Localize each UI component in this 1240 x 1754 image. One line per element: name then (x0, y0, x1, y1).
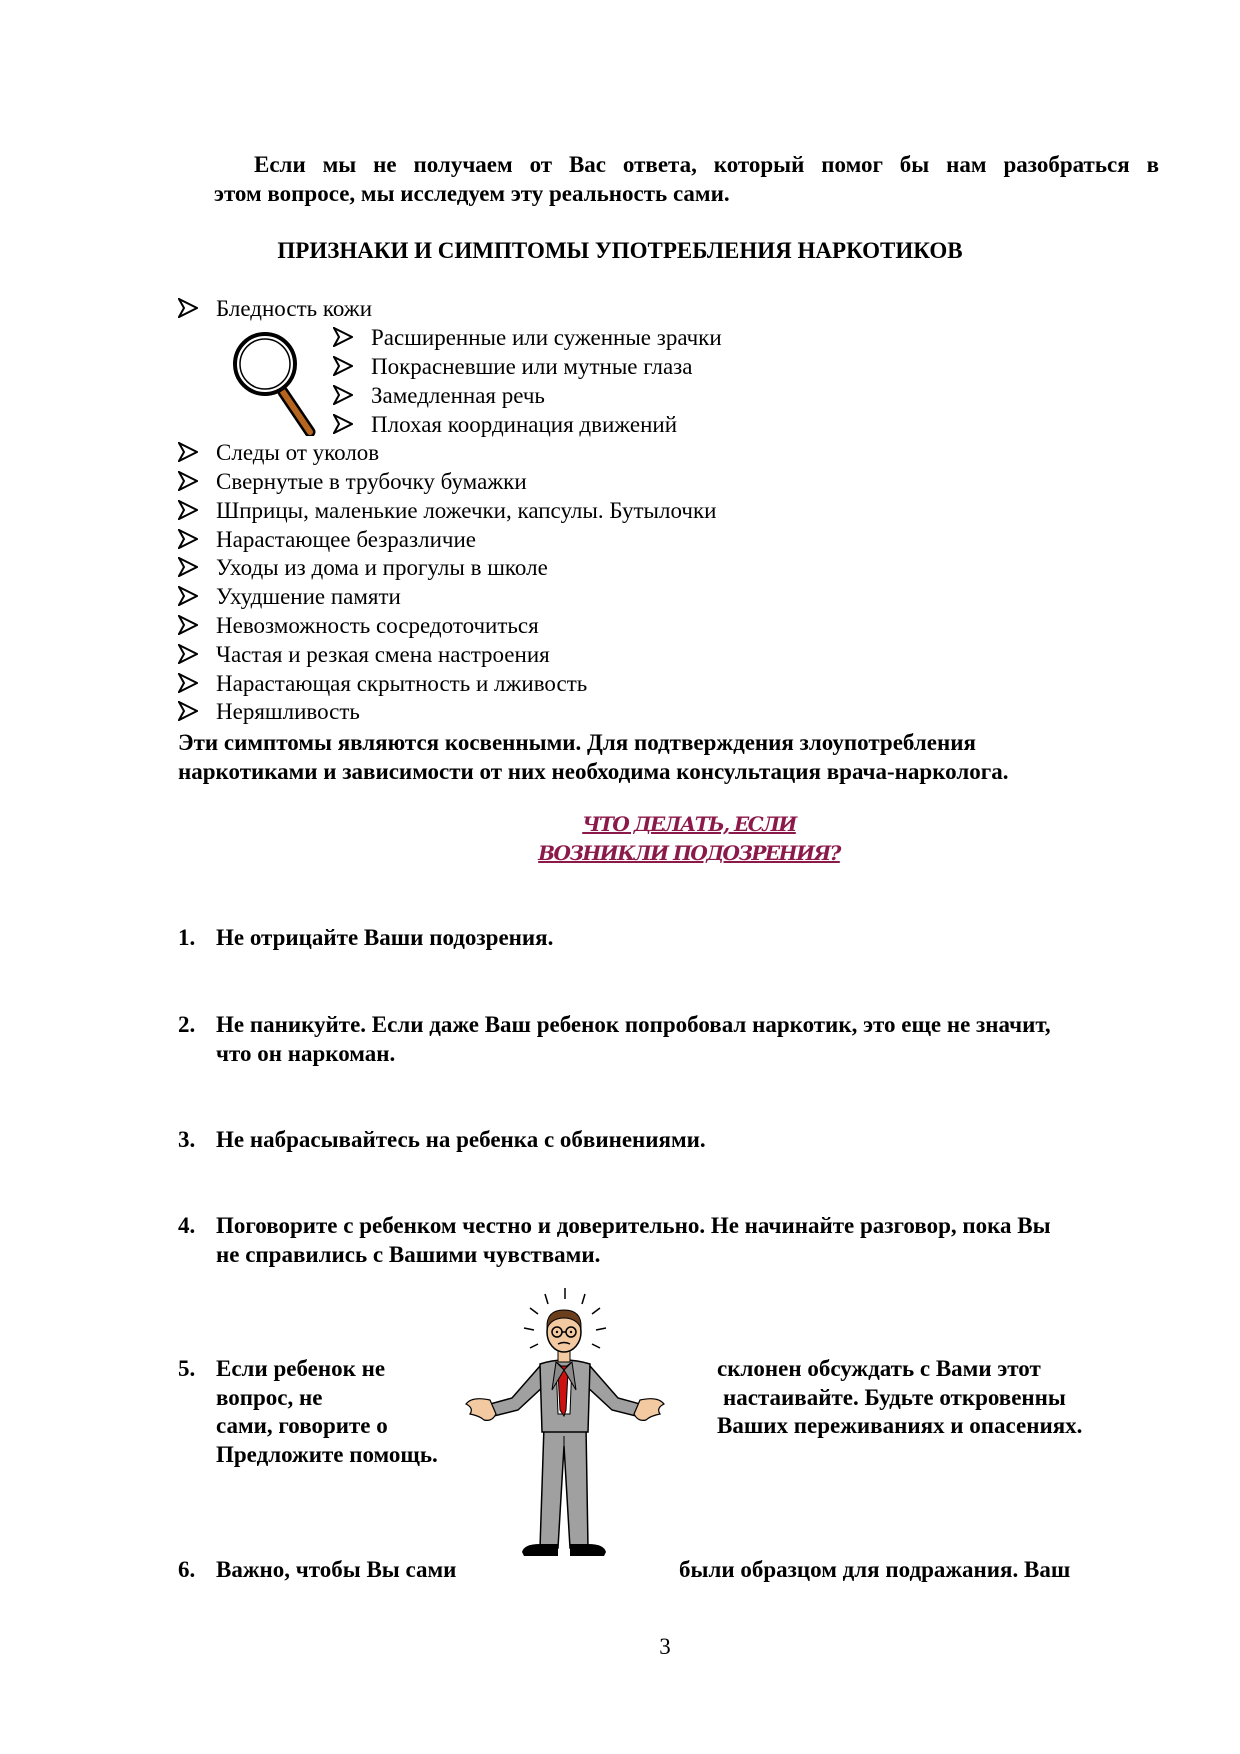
symptom-item: Частая и резкая смена настроения (178, 640, 550, 669)
arrowhead-bullet-icon (178, 673, 198, 693)
arrowhead-bullet-icon (178, 298, 198, 318)
step-5-right-3: Ваших переживаниях и опасениях. (717, 1413, 1083, 1438)
page-number: 3 (659, 1634, 671, 1659)
step-5-left-4: Предложите помощь. (216, 1442, 438, 1467)
subtitle-line-1: ЧТО ДЕЛАТЬ, ЕСЛИ (582, 812, 796, 836)
intro-paragraph (214, 150, 1159, 208)
arrowhead-bullet-icon (333, 327, 353, 347)
warning-paragraph (178, 728, 1008, 786)
arrowhead-bullet-icon (178, 586, 198, 606)
arrowhead-bullet-icon (333, 356, 353, 376)
symptom-item: Расширенные или суженные зрачки (333, 323, 722, 352)
arrowhead-bullet-icon (178, 557, 198, 577)
symptom-item: Нарастающее безразличие (178, 525, 476, 554)
confused-man-icon (460, 1286, 670, 1576)
magnifying-glass-icon (233, 330, 317, 436)
symptom-item: Замедленная речь (333, 381, 545, 410)
symptom-item: Шприцы, маленькие ложечки, капсулы. Бутылочки (178, 496, 716, 525)
arrowhead-bullet-icon (333, 414, 353, 434)
arrowhead-bullet-icon (178, 471, 198, 491)
symptom-item: Покрасневшие или мутные глаза (333, 352, 692, 381)
symptom-item: Неряшливость (178, 697, 360, 726)
arrowhead-bullet-icon (178, 442, 198, 462)
symptom-item: Уходы из дома и прогулы в школе (178, 553, 548, 582)
step-4-continuation: не справились с Вашими чувствами. (216, 1242, 601, 1267)
step-5-left-2: вопрос, не (216, 1385, 323, 1410)
step-6-right: были образцом для подражания. Ваш (679, 1557, 1071, 1582)
warning-line-1: Эти симптомы являются косвенными. Для подтверждения злоупотребления (178, 730, 976, 755)
step-4: 4. Поговорите с ребенком честно и доверительно. Не начинайте разговор, пока Вы (178, 1213, 1051, 1238)
intro-line-2: этом вопросе, мы исследуем эту реальность сами. (214, 181, 730, 206)
step-6: 6. Важно, чтобы Вы сами (178, 1557, 457, 1582)
arrowhead-bullet-icon (178, 644, 198, 664)
step-2: 2. Не паникуйте. Если даже Ваш ребенок попробовал наркотик, это еще не значит, (178, 1012, 1051, 1037)
warning-line-2: наркотиками и зависимости от них необходима консультация врача-нарколога. (178, 759, 1009, 784)
arrowhead-bullet-icon (178, 615, 198, 635)
step-5: 5. Если ребенок не (178, 1356, 386, 1381)
symptom-item: Бледность кожи (178, 294, 372, 323)
arrowhead-bullet-icon (333, 385, 353, 405)
intro-line-1: Если мы не получаем от Вас ответа, который помог бы нам разобраться в (254, 152, 1159, 177)
subtitle-line-2: ВОЗНИКЛИ ПОДОЗРЕНИЯ? (538, 841, 840, 865)
symptom-item: Ухудшение памяти (178, 582, 401, 611)
symptom-item: Свернутые в трубочку бумажки (178, 467, 527, 496)
step-5-left-3: сами, говорите о (216, 1413, 388, 1438)
section-title: ПРИЗНАКИ И СИМПТОМЫ УПОТРЕБЛЕНИЯ НАРКОТИКОВ (277, 238, 963, 263)
arrowhead-bullet-icon (178, 529, 198, 549)
step-3: 3. Не набрасывайтесь на ребенка с обвинениями. (178, 1127, 706, 1152)
symptom-item: Нарастающая скрытность и лживость (178, 669, 587, 698)
step-5-right-1: склонен обсуждать с Вами этот (717, 1356, 1041, 1381)
step-1: 1. Не отрицайте Ваши подозрения. (178, 925, 554, 950)
step-5-right-2: настаивайте. Будьте откровенны (723, 1385, 1066, 1410)
arrowhead-bullet-icon (178, 500, 198, 520)
symptom-item: Невозможность сосредоточиться (178, 611, 539, 640)
arrowhead-bullet-icon (178, 701, 198, 721)
symptom-item: Следы от уколов (178, 438, 379, 467)
step-2-continuation: что он наркоман. (216, 1041, 396, 1066)
symptom-item: Плохая координация движений (333, 410, 677, 439)
